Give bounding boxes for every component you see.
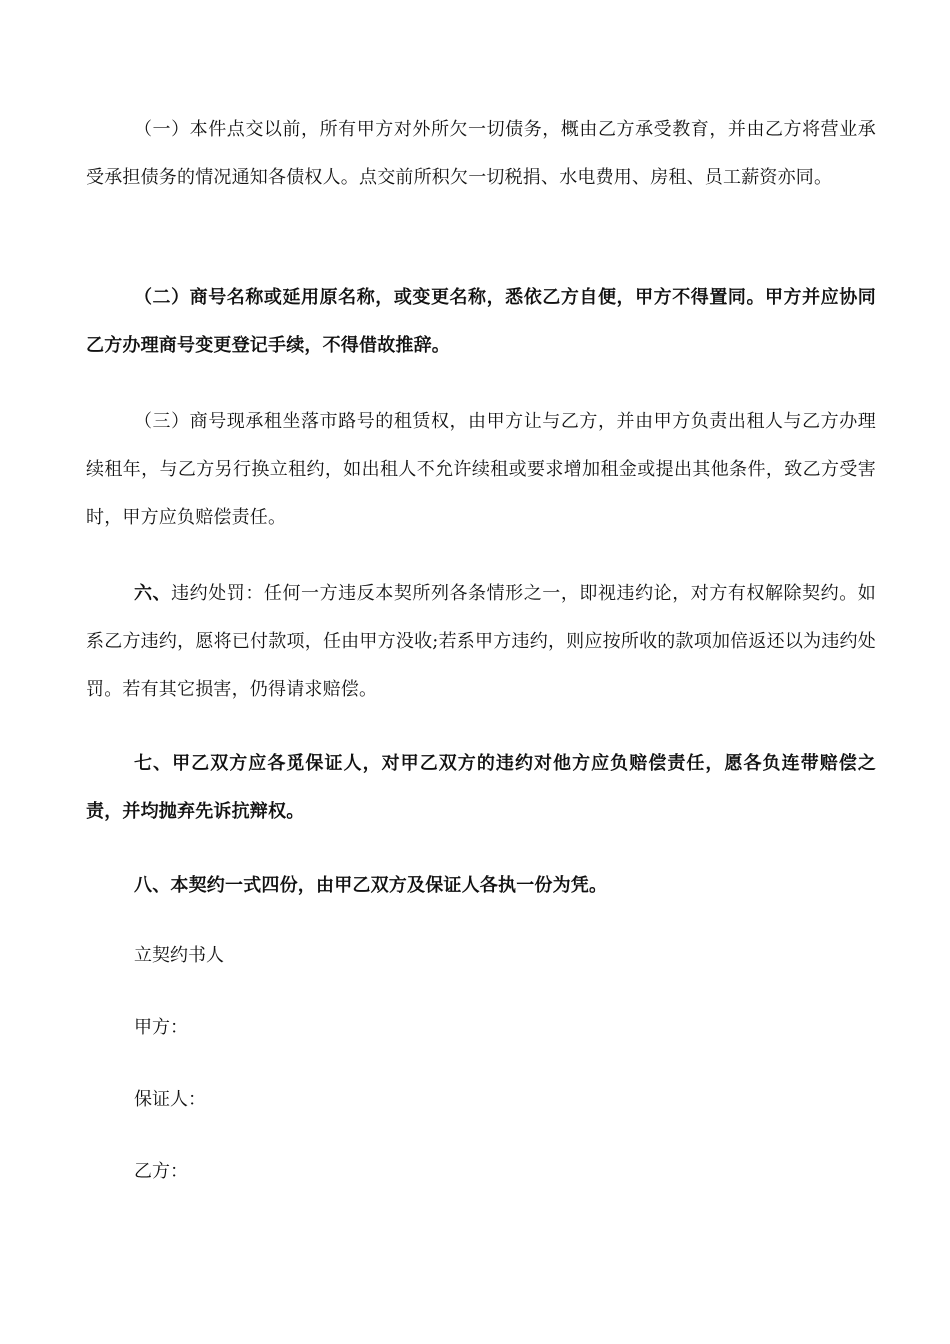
signers-title: 立契约书人 (134, 945, 224, 966)
paragraph-clause-2: （二）商号名称或延用原名称，或变更名称，悉依乙方自便，甲方不得置同。甲方并应协同乙方办理商号变更登记手续，不得借故推辞。 (86, 287, 876, 356)
paragraph-clause-7: 七、甲乙双方应各觅保证人，对甲乙双方的违约对他方应负赔偿责任，愿各负连带赔偿之责，并均抛弃先诉抗辩权。 (86, 753, 876, 822)
paragraph-clause-3-text: （三）商号现承租坐落市路号的租赁权，由甲方让与乙方，并由甲方负责出租人与乙方办理续租年，与乙方另行换立租约，如出租人不允许续租或要求增加租金或提出其他条件，致乙方受害时，甲方应负赔偿责任。 (86, 411, 876, 528)
guarantor-label: 保证人： (134, 1089, 206, 1110)
party-a-label: 甲方： (134, 1017, 188, 1038)
party-b-label: 乙方： (134, 1161, 188, 1182)
paragraph-clause-1: （一）本件点交以前，所有甲方对外所欠一切债务，概由乙方承受教育，并由乙方将营业承受承担债务的情况通知各债权人。点交前所积欠一切税捐、水电费用、房租、员工薪资亦同。 (86, 119, 876, 188)
clause-6-text: 违约处罚：任何一方违反本契所列各条情形之一，即视违约论，对方有权解除契约。如系乙方违约，愿将已付款项，任由甲方没收;若系甲方违约，则应按所收的款项加倍返还以为违约处罚。若有其它损害，仍得请求赔偿。 (86, 583, 876, 700)
clause-6-number: 六、 (134, 583, 172, 604)
paragraph-clause-8: 八、本契约一式四份，由甲乙双方及保证人各执一份为凭。 (134, 875, 608, 896)
paragraph-clause-6 (86, 570, 876, 714)
paragraph-clause-3 (86, 398, 876, 542)
